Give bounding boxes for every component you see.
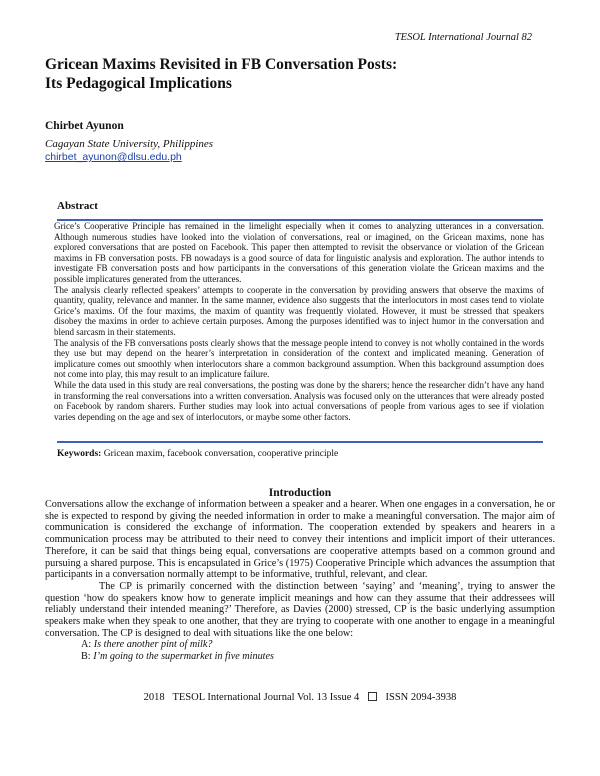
keywords-label: Keywords:: [57, 449, 102, 459]
footer-journal: TESOL International Journal Vol. 13 Issue 4: [172, 692, 360, 703]
dialogue-line: [81, 651, 555, 663]
footer-year: 2018: [143, 692, 165, 703]
subtitle-line: Its Pedagogical Implications: [45, 75, 232, 92]
dialogue-line: [81, 639, 555, 651]
keywords-text: Gricean maxim, facebook conversation, cooperative principle: [103, 449, 339, 459]
speaker-label: B:: [81, 651, 91, 663]
abstract-heading: Abstract: [57, 200, 98, 212]
author-affiliation: Cagayan State University, Philippines: [45, 137, 214, 150]
footer-issn: ISSN 2094-3938: [385, 692, 457, 703]
abstract-paragraph: The analysis of the FB conversations posts clearly shows that the message people intend to convey is not wholly contained in the words they use but may depend on the hearer’s interpretation in consideration of the context and implicated meaning. Generation of implicature comes out smoothly when interlocutors share a common background assumption. When this background assumption does not come into play, this may result to an implicature failure.: [54, 337, 544, 380]
author-block: [45, 120, 213, 165]
abstract-paragraph: The analysis clearly reflected speakers’ attempts to cooperate in the conversation by providing answers that observe the maxims of quantity, quality, relevance and manner. In the same manner, evidence also suggests that the interlocutors in most cases tend to violate Grice’s maxims. Of the four maxims, the maxim of quantity was frequently violated. However, it must be stressed that speakers disobey the maxims in order to achieve certain purposes. Among the purposes identified was to inject humor in the conversation and blend sarcasm in their statements.: [54, 284, 544, 337]
utterance: Is there another pint of milk?: [93, 639, 213, 651]
abstract-paragraph: Grice’s Cooperative Principle has remained in the limelight especially when it comes to analyzing utterances in a conversation. Although numerous studies have looked into the violation of conversations, real or imagined, on the Gricean maxims, none has explored conversations that are posted on Facebook. This paper then attempted to revisit the observance or violation of the Gricean maxims in FB conversation posts. FB nowadays is a good source of data for linguistic analysis and exploration. The author intends to investigate FB conversation posts and how participants in the conversations of this generation violate the Gricean maxims and the possible implicatures generated from the utterances.: [54, 221, 544, 284]
abstract-body: [54, 221, 544, 422]
intro-paragraph: Conversations allow the exchange of information between a speaker and a hearer. When one engages in a conversation, he or she is expected to respond by giving the needed information in order to make a meaningful conversation. The major aim of communication is considered the exchange of information. The cooperation extended by speakers and hearers in a communication process may be attributed to their need to convey their intentions and implicit import of their utterances. Therefore, it can be said that things being equal, conversations are cooperative attempts based on a common ground and pursuing a shared purpose. This is encapsulated in Grice’s (1975) Cooperative Principle which advances the assumption that participants in a conversation normally attempt to be informative, truthful, relevant, and clear.: [45, 499, 555, 581]
keywords: [57, 449, 338, 459]
author-name: Chirbet Ayunon: [45, 120, 124, 132]
abstract-divider-bottom: [57, 441, 543, 443]
intro-paragraph: The CP is primarily concerned with the distinction between ‘saying’ and ‘meaning’, trying to answer the question ‘how do speakers know how to generate implicit meanings and how can they assume that their addressees will reliably understand their intended meaning?’ Therefore, as Davies (2000) stressed, CP is the basic underlying assumption speakers make when they speak to one another, that they are trying to cooperate with one another to engage in a meaningful conversation. The CP is designed to deal with situations like the one below:: [45, 580, 555, 639]
utterance: I’m going to the supermarket in five minutes: [93, 651, 274, 663]
abstract-paragraph: While the data used in this study are real conversations, the posting was done by the sharers; hence the researcher didn’t have any hand in transforming the real conversations into a written conversation. Analysis was focused only on the utterances that were already posted on Facebook by random sharers. Further studies may look into actual conversations of people from various ages to see if violation varies depending on the age and sex of interlocutors, or maybe some other factors.: [54, 379, 544, 422]
dialogue-example: [81, 639, 555, 662]
author-email-link[interactable]: chirbet_ayunon@dlsu.edu.ph: [45, 151, 182, 163]
title-line: Gricean Maxims Revisited in FB Conversation Posts:: [45, 56, 398, 73]
running-head: TESOL International Journal 82: [394, 32, 532, 43]
introduction-heading: Introduction: [268, 487, 332, 499]
page-footer: [0, 692, 600, 703]
footer-separator-icon: [368, 692, 377, 701]
speaker-label: A:: [81, 639, 92, 651]
paper-title: [45, 55, 545, 93]
introduction-body: [45, 499, 555, 663]
